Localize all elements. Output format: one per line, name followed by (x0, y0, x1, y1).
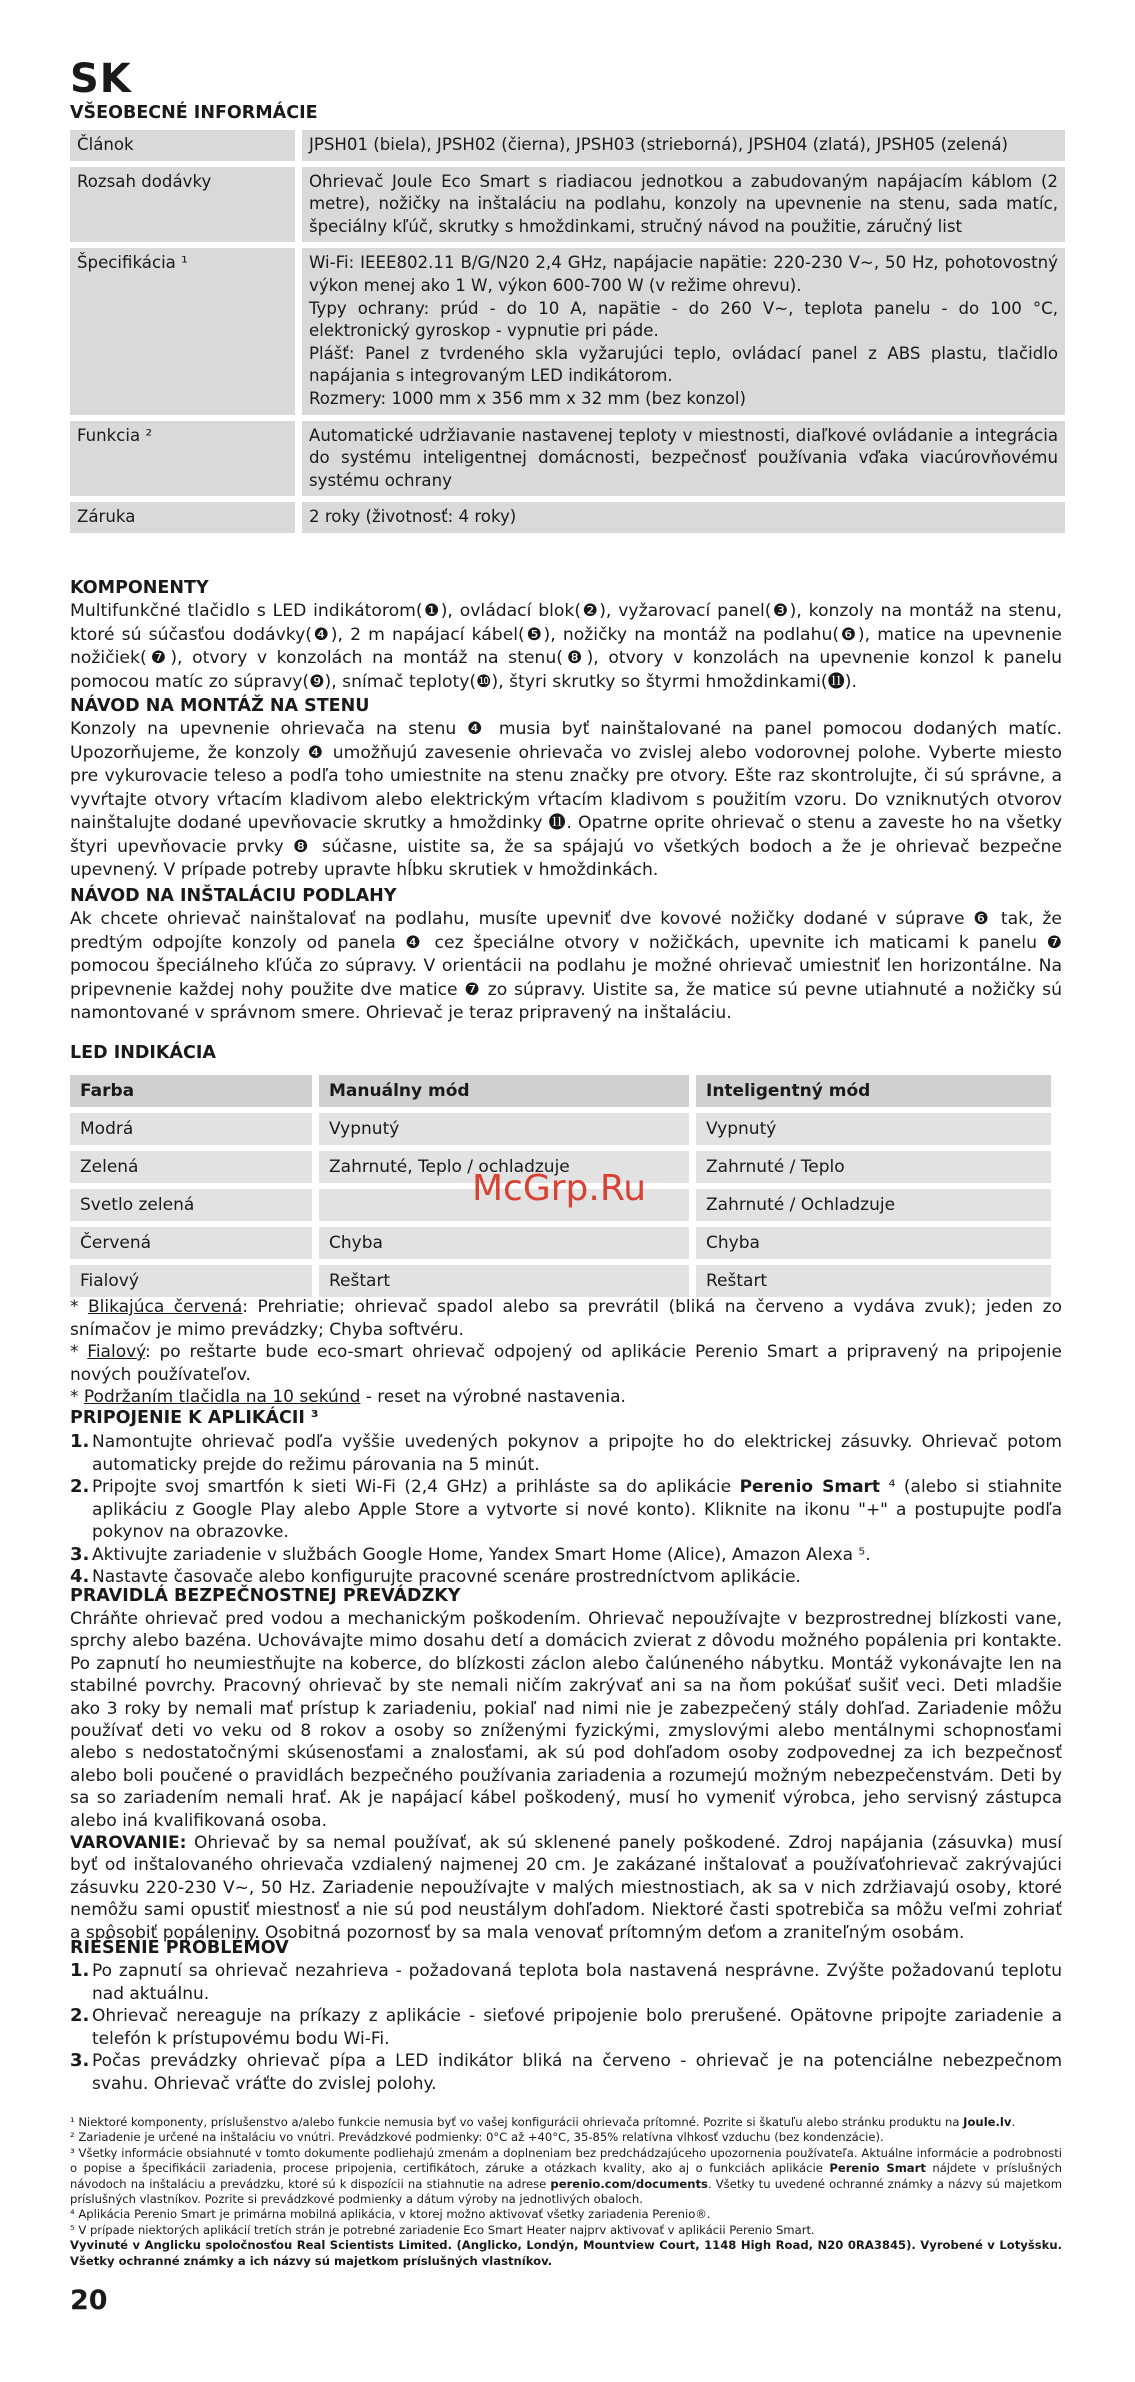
spec-row-warranty (70, 502, 1065, 533)
list-item: 4. Nastavte časovače alebo konfigurujte pracovné scenáre prostredníctvom aplikácie. (70, 1566, 801, 1587)
footnote: ² Zariadenie je určené na inštaláciu vo vnútri. Prevádzkové podmienky: 0°C až +40°C, 35-85% relatívna vlhkosť vzduchu (bez kondenzácie). (70, 2130, 884, 2145)
safety-heading: PRAVIDLÁ BEZPEČNOSTNEJ PREVÁDZKY (70, 1586, 461, 1606)
spec-key: Článok (70, 130, 295, 161)
table-cell: Zahrnuté / Teplo (696, 1151, 1051, 1183)
floor-mount-text: Ak chcete ohrievač nainštalovať na podlahu, musíte upevniť dve kovové nožičky dodané v súprave ❻ tak, že predtým odpojíte konzoly od panela ❹ cez špeciálne otvory v nožičkách, upevnite ich maticami k panelu ❼ pomocou špeciálneho kľúča zo súpravy. V orientácii na podlahu je možné ohrievač umiestniť len horizontálne. Na pripevnenie každej nohy použite dve matice ❼ zo súpravy. Uistite sa, že matice sú pevne utiahnuté a nožičky sú namontované v správnom smere. Ohrievač je teraz pripravený na inštaláciu. (70, 909, 1062, 1023)
footnotes (70, 2115, 1062, 2269)
spec-row-scope (70, 167, 1065, 243)
led-table-header (70, 1075, 1051, 1107)
list-item: 2. Pripojte svoj smartfón k sieti Wi-Fi (2,4 GHz) a prihláste sa do aplikácie Perenio Smart ⁴ (alebo si stiahnite aplikáciu z Google Play alebo Apple Store a vytvorte si nové konto). Kliknite na ikonu "+" a postupujte podľa pokynov na obrazovke. (70, 1476, 1062, 1542)
table-row (70, 1227, 1051, 1259)
table-row (70, 1113, 1051, 1145)
list-item: 1. Namontujte ohrievač podľa vyššie uvedených pokynov a pripojte ho do elektrickej zásuvky. Ohrievač potom automaticky prejde do režimu párovania na 5 minút. (70, 1431, 1062, 1475)
footnote: ⁵ V prípade niektorých aplikácií tretích strán je potrebné zariadenie Eco Smart Heater najprv aktivovať v aplikácii Perenio Smart. (70, 2222, 815, 2237)
led-note: * Podržaním tlačidla na 10 sekúnd - reset na výrobné nastavenia. (70, 1387, 626, 1407)
general-info-table (70, 130, 1065, 539)
spec-row-article (70, 130, 1065, 161)
column-header: Farba (70, 1075, 312, 1107)
components-text: Multifunkčné tlačidlo s LED indikátorom(❶), ovládací blok(❷), vyžarovací panel(❸), konzoly na montáž na stenu, ktoré sú súčasťou dodávky(❹), 2 m napájací kábel(❺), nožičky na montáž na podlahu(❻), matice na upevnenie nožičiek(❼), otvory v konzolách na montáž na stenu(❽), otvory v konzolách na upevnenie konzol k panelu pomocou matíc zo súpravy(❾), snímač teploty(❿), štyri skrutky so štyrmi hmoždinkami(⓫). (70, 601, 1062, 692)
floor-mount-heading: NÁVOD NA INŠTALÁCIU PODLAHY (70, 886, 397, 906)
page-number: 20 (70, 2285, 108, 2316)
components-heading: KOMPONENTY (70, 578, 209, 598)
spec-value: Ohrievač Joule Eco Smart s riadiacou jednotkou a zabudovaným napájacím káblom (2 metre), nožičky na inštaláciu na podlahu, konzoly na upevnenie na stenu, sada matíc, špeciálny kľúč, skrutky s hmoždinkami, stručný návod na použitie, záručný list (302, 167, 1065, 243)
manufacturer-note: Vyvinuté v Anglicku spoločnosťou Real Scientists Limited. (Anglicko, Londýn, Mountview Court, 1148 High Road, N20 0RA3845). Vyrobené v Lotyšsku. Všetky ochranné známky a ich názvy sú majetkom príslušných vlastníkov. (70, 2238, 1062, 2268)
table-cell: Modrá (70, 1113, 312, 1145)
spec-value: 2 roky (životnosť: 4 roky) (302, 502, 1065, 533)
table-cell: Svetlo zelená (70, 1189, 312, 1221)
spec-key: Rozsah dodávky (70, 167, 295, 243)
spec-row-specification (70, 248, 1065, 414)
spec-value: Wi-Fi: IEEE802.11 B/G/N20 2,4 GHz, napájacie napätie: 220-230 V~, 50 Hz, pohotovostný výkon menej ako 1 W, výkon 600-700 W (v režime ohrevu). Typy ochrany: prúd - do 10 A, napätie - do 260 V~, teplota panelu - do 100 °C, elektronický gyroskop - vypnutie pri páde. Plášť: Panel z tvrdeného skla vyžarujúci teplo, ovládací panel z ABS plastu, tlačidlo napájania s integrovaným LED indikátorom. Rozmery: 1000 mm x 356 mm x 32 mm (bez konzol) (302, 248, 1065, 414)
led-notes (70, 1296, 1062, 1409)
table-cell: Chyba (696, 1227, 1051, 1259)
spec-value: JPSH01 (biela), JPSH02 (čierna), JPSH03 (strieborná), JPSH04 (zlatá), JPSH05 (zelená) (302, 130, 1065, 161)
footnote: ¹ Niektoré komponenty, príslušenstvo a/alebo funkcie nemusia byť vo vašej konfigurácii ohrievača prítomné. Pozrite si škatuľu alebo stránku produktu na Joule.lv. (70, 2115, 1016, 2129)
spec-value: Automatické udržiavanie nastavenej teploty v miestnosti, diaľkové ovládanie a integrácia do systému inteligentnej domácnosti, bezpečnosť používania vďaka viacúrovňovému systému ochrany (302, 421, 1065, 497)
column-header: Manuálny mód (319, 1075, 689, 1107)
list-item: 3. Aktivujte zariadenie v službách Google Home, Yandex Smart Home (Alice), Amazon Alexa ⁵. (70, 1543, 871, 1565)
footnote: ⁴ Aplikácia Perenio Smart je primárna mobilná aplikácia, v ktorej možno aktivovať všetky zariadenia Perenio®. (70, 2207, 711, 2222)
column-header: Inteligentný mód (696, 1075, 1051, 1107)
general-info-heading: VŠEOBECNÉ INFORMÁCIE (70, 103, 318, 123)
spec-key: Funkcia ² (70, 421, 295, 497)
table-cell: Fialový (70, 1265, 312, 1297)
table-cell: Zelená (70, 1151, 312, 1183)
wall-mount-heading: NÁVOD NA MONTÁŽ NA STENU (70, 696, 370, 716)
spec-key: Špecifikácia ¹ (70, 248, 295, 414)
table-cell: Reštart (696, 1265, 1051, 1297)
table-cell: Zahrnuté / Ochladzuje (696, 1189, 1051, 1221)
table-cell: Zahrnuté, Teplo / ochladzuje (319, 1151, 689, 1183)
led-note: * Fialový: po reštarte bude eco-smart ohrievač odpojený od aplikácie Perenio Smart a pripravený na pripojenie nových používateľov. (70, 1342, 1062, 1385)
table-cell: Červená (70, 1227, 312, 1259)
list-item: 2. Ohrievač nereaguje na príkazy z aplikácie - sieťové pripojenie bolo prerušené. Opätovne pripojte zariadenie a telefón k prístupovému bodu Wi-Fi. (70, 2005, 1062, 2049)
list-item: 1. Po zapnutí sa ohrievač nezahrieva - požadovaná teplota bola nastavená nesprávne. Zvýšte požadovanú teplotu nad aktuálnu. (70, 1960, 1062, 2004)
table-row (70, 1265, 1051, 1297)
spec-row-function (70, 421, 1065, 497)
app-connect-heading: PRIPOJENIE K APLIKÁCII ³ (70, 1408, 319, 1428)
troubleshooting-heading: RIEŠENIE PROBLÉMOV (70, 1938, 289, 1958)
watermark: McGrp.Ru (472, 1168, 647, 1209)
troubleshooting-list (70, 1960, 1062, 2095)
led-heading: LED INDIKÁCIA (70, 1043, 216, 1063)
table-cell: Vypnutý (319, 1113, 689, 1145)
table-cell: Chyba (319, 1227, 689, 1259)
table-cell: Vypnutý (696, 1113, 1051, 1145)
led-note: * Blikajúca červená: Prehriatie; ohrievač spadol alebo sa prevrátil (bliká na červeno a vydáva zvuk); jeden zo snímačov je mimo prevádzky; Chyba softvéru. (70, 1297, 1062, 1340)
spec-key: Záruka (70, 502, 295, 533)
table-cell: Reštart (319, 1265, 689, 1297)
language-code: SK (70, 56, 132, 102)
wall-mount-text: Konzoly na upevnenie ohrievača na stenu ❹ musia byť nainštalované na panel pomocou dodaných matíc. Upozorňujeme, že konzoly ❹ umožňujú zavesenie ohrievača vo zvislej alebo vodorovnej polohe. Vyberte miesto pre vykurovacie teleso a podľa toho umiestnite na stenu značky pre otvory. Ešte raz skontrolujte, či sú správne, a vyvŕtajte otvory vŕtacím kladivom alebo elektrickým vŕtacím kladivom s použitím vzoru. Do vzniknutých otvorov nainštalujte dodané upevňovacie skrutky a hmoždinky ⓫. Opatrne oprite ohrievač o stenu a zaveste ho na všetky štyri upevňovacie prvky ❽ súčasne, uistite sa, že sa spájajú vo všetkých bodoch a že je ohrievač bezpečne upevnený. V prípade potreby upravte hĺbku skrutiek v hmoždinkách. (70, 719, 1062, 880)
safety-text: Chráňte ohrievač pred vodou a mechanickým poškodením. Ohrievač nepoužívajte v bezprostrednej blízkosti vane, sprchy alebo bazéna. Uchovávajte mimo dosahu detí a domácich zvierat z dôvodu možného popálenia pri kontakte. Po zapnutí ho neumiestňujte na koberce, do blízkosti záclon alebo čalúneného nábytku. Montáž vykonávajte len na stabilné povrchy. Pracovný ohrievač by ste nemali ničím zakrývať ani sa na ňom pokúšať sušiť veci. Deti mladšie ako 3 roky by nemali mať prístup k zariadeniu, pokiaľ nad nimi nie je zabezpečený stály dohľad. Zariadenie môžu používať deti vo veku od 8 rokov a osoby so zníženými fyzickými, zmyslovými alebo mentálnymi schopnosťami alebo s nedostatočnými skúsenosťami a znalosťami, ak sú pod dohľadom osoby zodpovednej za ich bezpečnosť alebo boli poučené o pravidlách bezpečného používania zariadenia a rozumejú možným nebezpečenstvám. Deti by sa so zariadením nemali hrať. Ak je napájací kábel poškodený, musí ho vymeniť výrobca, jeho servisný zástupca alebo iná kvalifikovaná osoba. VAROVANIE: Ohrievač by sa nemal používať, ak sú sklenené panely poškodené. Zdroj napájania (zásuvka) musí byť od inštalovaného ohrievača vzdialený najmenej 20 cm. Je zakázané inštalovať a používaťohrievač zakrývajúci zásuvku 220-230 V~, 50 Hz. Zariadenie nepoužívajte v malých miestnostiach, ak sa v nich zdržiavajú osoby, ktoré nemôžu sami opustiť miestnosť a nie sú pod neustálym dohľadom. Niektoré časti spotrebiča sa môžu veľmi zohriať a spôsobiť popáleniny. Osobitná pozornosť by sa mala venovať prítomným deťom a zraniteľným osobám. (70, 1609, 1062, 1943)
footnote: ³ Všetky informácie obsiahnuté v tomto dokumente podliehajú zmenám a doplneniam bez predchádzajúceho upozornenia používateľa. Aktuálne informácie a podrobnosti o popise a špecifikácii zariadenia, procese pripojenia, certifikátoch, záruke a otázkach kvality, ako aj o funkciách aplikácie Perenio Smart nájdete v príslušných návodoch na inštaláciu a prevádzku, ktoré sú k dispozícii na stiahnutie na adrese perenio.com/documents. Všetky tu uvedené ochranné známky a názvy sú majetkom príslušných vlastníkov. Pozrite si prevádzkové podmienky a dátum výroby na jednotlivých obaloch. (70, 2145, 1062, 2207)
list-item: 3. Počas prevádzky ohrievač pípa a LED indikátor bliká na červeno - ohrievač je na potenciálne nebezpečnom svahu. Ohrievač vráťte do zvislej polohy. (70, 2050, 1062, 2094)
app-connect-steps (70, 1431, 1062, 1589)
